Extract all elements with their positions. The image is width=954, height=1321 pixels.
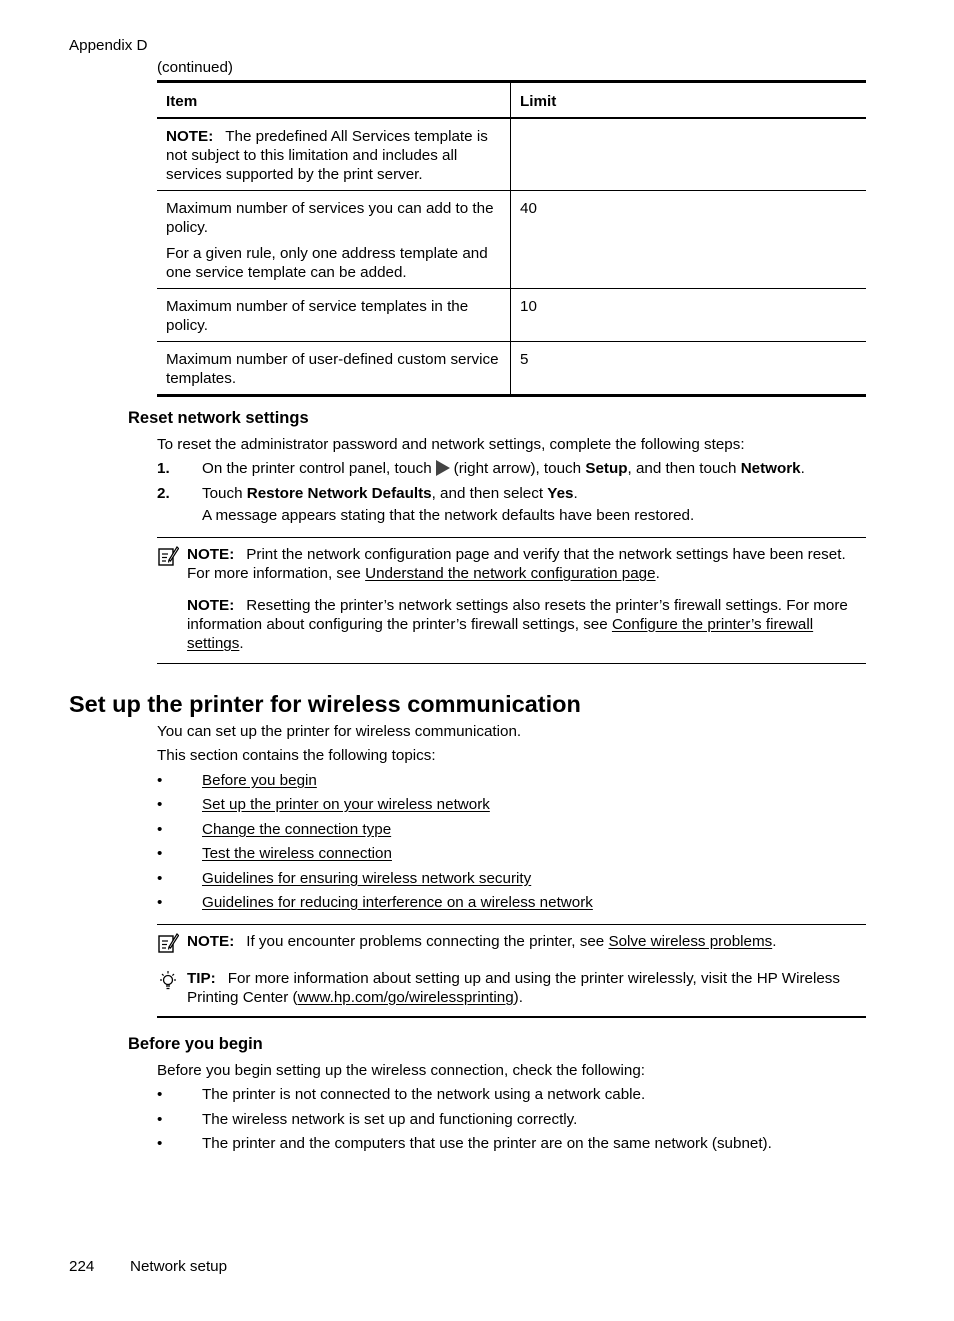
cell-text: Maximum number of service templates in the policy. [166,298,469,334]
step-text: , and then select [431,485,544,502]
restore-term: Restore Network Defaults [246,485,432,502]
bullet: • [157,1135,163,1152]
note-icon [157,545,179,567]
table-row [157,119,866,191]
step-text: (right arrow), touch [453,460,582,477]
topic-link-security-guidelines[interactable]: Guidelines for ensuring wireless network security [202,870,532,887]
tip-text: For more information about setting up and using the printer wirelessly, visit the HP Wireless Printing Center ( [187,970,840,1006]
bullet: • [157,796,163,813]
bullet: • [157,870,163,887]
bullet: • [157,772,163,789]
note-text: Print the network configuration page and verify that the network settings have been reset. For more information, see [187,546,846,582]
reset-note-box [157,537,866,664]
tip-text: ). [513,989,523,1006]
before-heading: Before you begin [128,1035,263,1053]
step-2-text [202,484,578,503]
list-item: The printer is not connected to the network using a network cable. [202,1086,646,1103]
step-text: Touch [202,485,243,502]
solve-wireless-problems-link[interactable]: Solve wireless problems [608,933,773,950]
step-number: 1. [157,460,170,477]
note-label: NOTE: [187,546,235,563]
wireless-heading: Set up the printer for wireless communication [69,691,581,717]
wireless-intro: You can set up the printer for wireless communication. [157,723,522,740]
table-cell-limit: 10 [520,298,537,315]
page-number: 224 [69,1258,95,1275]
table-cell-item [157,342,511,394]
table-header-row [157,83,866,119]
table-cell-item [157,289,511,341]
list-item: The wireless network is set up and functioning correctly. [202,1111,578,1128]
step-1-text [202,459,805,478]
reset-heading: Reset network settings [128,409,309,427]
note-text: . [772,933,777,950]
reset-intro: To reset the administrator password and network settings, complete the following steps: [157,436,745,453]
cell-text-secondary: For a given rule, only one address template and one service template can be added. [166,245,488,281]
step-2-message: A message appears stating that the network defaults have been restored. [202,507,695,524]
note-text: . [239,635,244,652]
table-cell-limit: 5 [520,351,529,368]
topic-link-setup-wireless[interactable]: Set up the printer on your wireless network [202,796,490,813]
network-term: Network [740,460,801,477]
before-intro: Before you begin setting up the wireless connection, check the following: [157,1062,645,1079]
wireless-note-box [157,924,866,1018]
note-text: Resetting the printer’s network settings also resets the printer’s firewall settings. For more information about configuring the printer’s firewall settings, see [187,597,848,633]
note-paragraph [187,545,865,583]
cell-text: Maximum number of user-defined custom service templates. [166,351,499,387]
setup-term: Setup [585,460,628,477]
table-cell-item [157,191,511,288]
yes-term: Yes [547,485,574,502]
bullet: • [157,1111,163,1128]
table-row [157,342,866,394]
column-header-limit: Limit [520,93,557,110]
limits-table [157,80,866,397]
step-text: On the printer control panel, touch [202,460,432,477]
step-text: , and then touch [627,460,737,477]
appendix-label: Appendix D [69,37,148,54]
step-number: 2. [157,485,170,502]
note-label: NOTE: [187,933,235,950]
tip-label: TIP: [187,970,216,987]
topic-link-interference-guidelines[interactable]: Guidelines for reducing interference on a wireless network [202,894,593,911]
note-paragraph [187,932,865,951]
table-cell-item [157,119,511,190]
table-row [157,289,866,342]
topic-link-test-wireless[interactable]: Test the wireless connection [202,845,392,862]
firewall-settings-link[interactable]: Configure the printer’s firewall settings [187,616,814,652]
bullet: • [157,845,163,862]
list-item: The printer and the computers that use the printer are on the same network (subnet). [202,1135,772,1152]
column-header-item: Item [157,83,511,117]
step-text: . [573,485,578,502]
note-paragraph [187,596,865,653]
topic-link-before-you-begin[interactable]: Before you begin [202,772,317,789]
note-text: . [655,565,660,582]
note-text: The predefined All Services template is not subject to this limitation and includes all services supported by the print server. [166,128,488,183]
continued-label: (continued) [157,59,233,76]
right-arrow-icon [436,460,450,476]
bullet: • [157,894,163,911]
topic-link-change-connection[interactable]: Change the connection type [202,821,392,838]
table-row [157,191,866,289]
step-text: . [800,460,805,477]
tip-paragraph [187,969,865,1007]
bullet: • [157,821,163,838]
note-label: NOTE: [187,597,235,614]
topics-intro: This section contains the following topics: [157,747,436,764]
cell-text: Maximum number of services you can add to the policy. [166,200,494,236]
bullet: • [157,1086,163,1103]
wireless-printing-url-link[interactable]: www.hp.com/go/wirelessprinting [297,989,514,1006]
note-text: If you encounter problems connecting the printer, see [246,933,605,950]
table-cell-limit: 40 [520,200,537,217]
note-label: NOTE: [166,128,214,145]
note-icon [157,932,179,954]
table-cell-limit [511,119,866,190]
network-config-page-link[interactable]: Understand the network configuration page [365,565,656,582]
footer-section-title: Network setup [130,1258,228,1275]
lightbulb-tip-icon [157,970,179,992]
